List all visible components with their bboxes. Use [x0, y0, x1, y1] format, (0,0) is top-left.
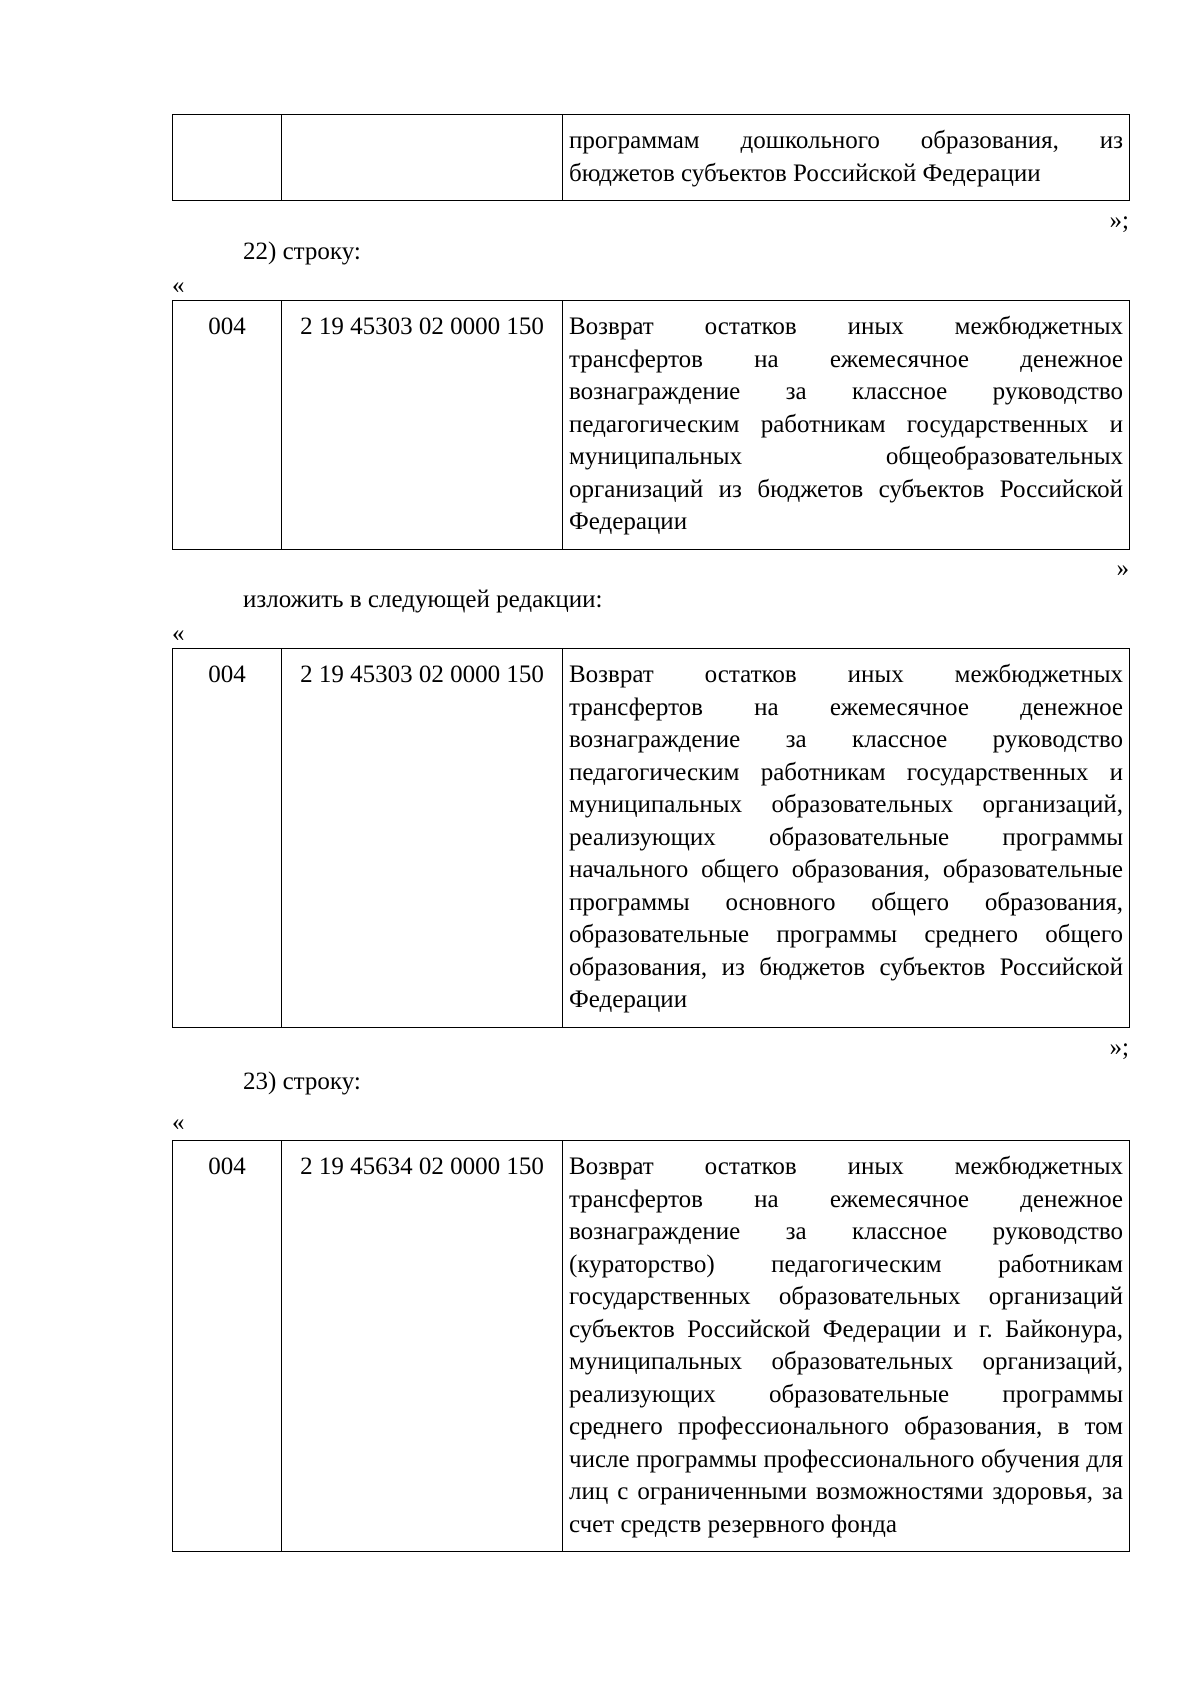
opening-quote: «	[172, 620, 185, 647]
kbk-cell: 2 19 45303 02 0000 150	[282, 301, 563, 550]
table-row-22-new	[172, 648, 1130, 1028]
closing-quote: »	[1116, 555, 1129, 582]
kbk-cell	[282, 115, 563, 201]
opening-quote: «	[172, 1109, 185, 1136]
closing-quote: »;	[1109, 1034, 1129, 1061]
code-cell	[173, 115, 282, 201]
table-row	[173, 649, 1130, 1028]
code-cell: 004	[173, 1141, 282, 1552]
item-22-heading: 22) строку:	[243, 238, 361, 265]
table-row	[173, 115, 1130, 201]
table-continuation	[172, 114, 1130, 201]
new-wording-phrase: изложить в следующей редакции:	[243, 586, 603, 613]
table-row-23-old	[172, 1140, 1130, 1552]
description-cell: Возврат остатков иных межбюджетных трансфертов на ежемесячное денежное вознаграждение за классное руководство (кураторство) педагогическим работникам государственных образовательных организаций субъектов Российской Федерации и г. Байконура, муниципальных образовательных организаций, реализующих образовательные программы среднего профессионального образования, в том числе программы профессионального обучения для лиц с ограниченными возможностями здоровья, за счет средств резервного фонда	[563, 1141, 1130, 1552]
table-row-22-old	[172, 300, 1130, 550]
code-cell: 004	[173, 301, 282, 550]
code-cell: 004	[173, 649, 282, 1028]
description-cell: Возврат остатков иных межбюджетных трансфертов на ежемесячное денежное вознаграждение за классное руководство педагогическим работникам государственных и муниципальных общеобразовательных организаций из бюджетов субъектов Российской Федерации	[563, 301, 1130, 550]
opening-quote: «	[172, 272, 185, 299]
item-23-heading: 23) строку:	[243, 1068, 361, 1095]
table-row	[173, 1141, 1130, 1552]
kbk-cell: 2 19 45303 02 0000 150	[282, 649, 563, 1028]
description-cell: программам дошкольного образования, из бюджетов субъектов Российской Федерации	[563, 115, 1130, 201]
closing-quote: »;	[1109, 207, 1129, 234]
table-row	[173, 301, 1130, 550]
description-cell: Возврат остатков иных межбюджетных трансфертов на ежемесячное денежное вознаграждение за классное руководство педагогическим работникам государственных и муниципальных образовательных организаций, реализующих образовательные программы начального общего образования, образовательные программы основного общего образования, образовательные программы среднего общего образования, из бюджетов субъектов Российской Федерации	[563, 649, 1130, 1028]
kbk-cell: 2 19 45634 02 0000 150	[282, 1141, 563, 1552]
